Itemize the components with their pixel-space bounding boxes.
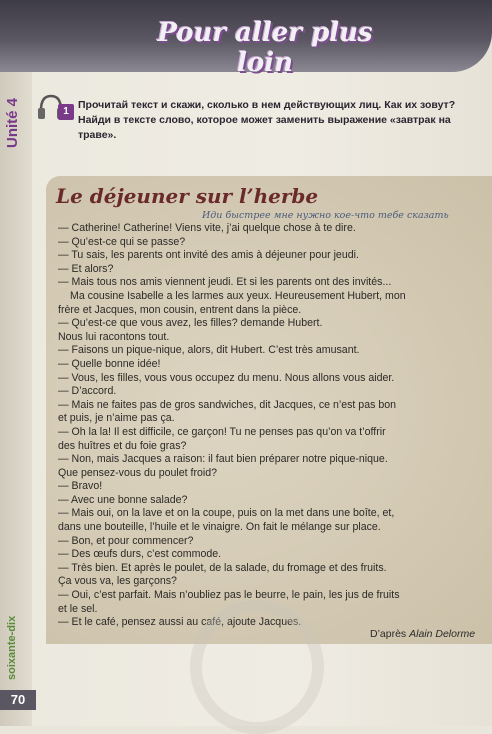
watermark-logo bbox=[190, 600, 324, 734]
text-line: — Très bien. Et après le poulet, de la salade, du fromage et des fruits. bbox=[58, 561, 387, 574]
text-line: — Oui, c’est parfait. Mais n’oubliez pas le beurre, le pain, les jus de fruits bbox=[58, 589, 400, 602]
task-line: Найди в тексте слово, которое может заменить выражение «завтрак на bbox=[78, 114, 451, 126]
text-line: — Non, mais Jacques a raison: il faut bien préparer notre pique-nique. bbox=[58, 453, 388, 466]
text-line: frère et Jacques, mon cousin, entrent dans la pièce. bbox=[58, 303, 302, 316]
text-line: — Qu’est-ce qui se passe? bbox=[58, 235, 186, 248]
text-line: et le sel. bbox=[58, 602, 98, 615]
text-line: — Faisons un pique-nique, alors, dit Hubert. C’est très amusant. bbox=[58, 344, 360, 357]
text-line: — Mais tous nos amis viennent jeudi. Et si les parents ont des invités... bbox=[58, 276, 392, 289]
text-line: Ça vous va, les garçons? bbox=[58, 575, 177, 588]
text-line: des huîtres et du foie gras? bbox=[58, 439, 187, 452]
source-author: Alain Delorme bbox=[409, 628, 476, 640]
task-line: траве». bbox=[78, 129, 117, 141]
page-word: soixante-dix bbox=[6, 615, 18, 680]
text-line: — Avec une bonne salade? bbox=[58, 493, 188, 506]
task-number: 1 bbox=[58, 104, 74, 120]
text-line: — Quelle bonne idée! bbox=[58, 357, 161, 370]
text-line: — Des œufs durs, c’est commode. bbox=[58, 548, 222, 561]
handwritten-note: Иди быстрее мне нужно кое-что тебе сказать bbox=[202, 210, 449, 221]
text-line: Ma cousine Isabelle a les larmes aux yeux. Heureusement Hubert, mon bbox=[70, 289, 406, 302]
text-line: — Bravo! bbox=[58, 480, 103, 493]
page-number: 70 bbox=[0, 690, 36, 710]
text-line: — Bon, et pour commencer? bbox=[58, 534, 194, 547]
text-line: Nous lui racontons tout. bbox=[58, 330, 170, 343]
text-line: Que pensez-vous du poulet froid? bbox=[58, 466, 218, 479]
text-line: — Oh la la! Il est difficile, ce garçon! Tu ne penses pas qu’on va t’offrir bbox=[58, 425, 386, 438]
text-line: dans une bouteille, l’huile et le vinaigre. On fait le mélange sur place. bbox=[58, 521, 381, 534]
text-line: — Vous, les filles, vous vous occupez du menu. Nous allons vous aider. bbox=[58, 371, 395, 384]
source-attribution bbox=[370, 628, 475, 640]
article-body bbox=[58, 222, 490, 630]
unit-label: Unité 4 bbox=[4, 98, 21, 149]
text-line: — Mais oui, on la lave et on la coupe, puis on la met dans une boîte, et, bbox=[58, 507, 395, 520]
article-title: Le déjeuner sur l’herbe bbox=[56, 184, 319, 208]
source-prefix: D’après bbox=[370, 628, 407, 640]
page-title: Pour aller plus loin bbox=[157, 18, 373, 78]
text-line: — Tu sais, les parents ont invité des amis à déjeuner pour jeudi. bbox=[58, 249, 359, 262]
task-instruction bbox=[78, 98, 478, 143]
text-line: — Catherine! Catherine! Viens vite, j’ai quelque chose à te dire. bbox=[58, 222, 356, 234]
text-line: — Qu’est-ce que vous avez, les filles? demande Hubert. bbox=[58, 317, 323, 330]
text-line: — Et le café, pensez aussi au café, ajoute Jacques. bbox=[58, 616, 302, 629]
task-line: Прочитай текст и скажи, сколько в нем действующих лиц. Как их зовут? bbox=[78, 99, 456, 111]
header-banner bbox=[0, 0, 492, 78]
text-line: — Et alors? bbox=[58, 262, 114, 275]
text-line: et puis, je n’aime pas ça. bbox=[58, 412, 175, 425]
text-line: — D’accord. bbox=[58, 385, 117, 398]
text-line: — Mais ne faites pas de gros sandwiches, dit Jacques, ce n’est pas bon bbox=[58, 398, 397, 411]
